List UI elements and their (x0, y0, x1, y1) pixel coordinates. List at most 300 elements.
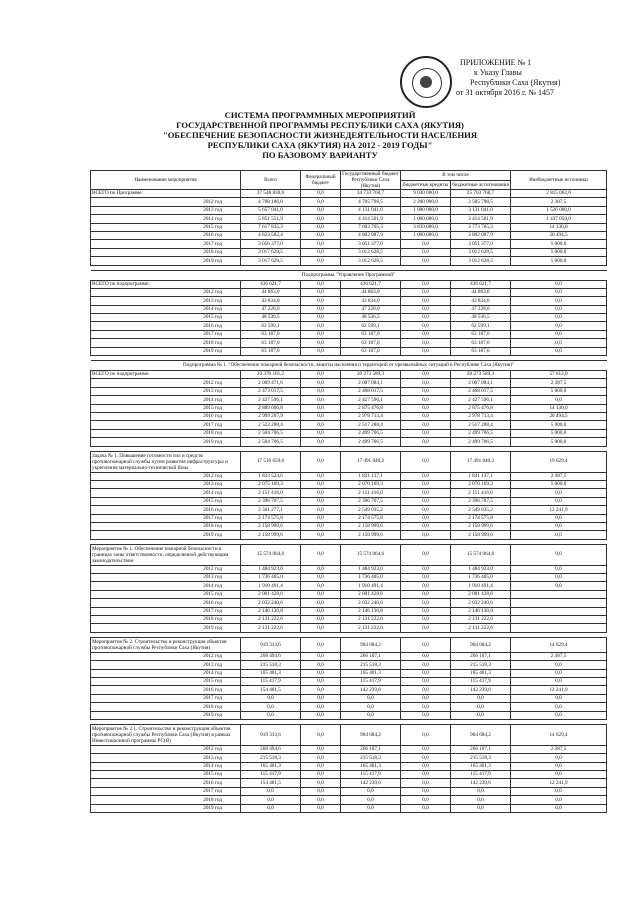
cell-value: 1 437 050,0 (511, 215, 607, 223)
cell-value: 0,0 (301, 787, 341, 795)
total-value: 436 621,7 (241, 280, 301, 288)
cell-value: 3 012 628,5 (341, 248, 401, 256)
cell-value: 2 499 706,5 (451, 438, 511, 446)
cell-value: 44 863,0 (241, 288, 301, 296)
cell-value: 266 107,1 (341, 745, 401, 753)
cell-value: 1 000 000,0 (401, 231, 451, 239)
cell-value: 0,0 (301, 607, 341, 615)
cell-value: 0,0 (511, 339, 607, 347)
cell-value: 0,0 (401, 599, 451, 607)
cell-value: 2 499 706,5 (341, 438, 401, 446)
cell-value: 0,0 (401, 514, 451, 522)
cell-value: 2 131 222,6 (241, 624, 301, 632)
cell-value: 2 001 428,6 (341, 590, 401, 598)
cell-value: 3 012 628,5 (451, 257, 511, 265)
cell-value: 268 494,6 (241, 745, 301, 753)
total-label: ВСЕГО по подпрограмме: (91, 280, 241, 288)
section-title: Подпрограмма № 1. "Обеспечение пожарной безопасности, защиты населения и территорий от чрезвычайных ситуаций в Республике Саха (Якутия)" (91, 361, 607, 371)
cell-value: 2 978 713,4 (341, 412, 401, 420)
total-value: 0,0 (301, 190, 341, 198)
cell-value: 20 494,5 (511, 412, 607, 420)
cell-value: 0,0 (301, 590, 341, 598)
cell-value: 215 518,3 (241, 754, 301, 762)
table-row (91, 616, 607, 624)
cell-value: 2 158 999,6 (341, 531, 401, 539)
cell-value: 0,0 (301, 745, 341, 753)
header-total: Всего (241, 171, 301, 190)
cell-value: 0,0 (401, 796, 451, 804)
cell-value: 0,0 (511, 771, 607, 779)
cell-value: 0,0 (401, 379, 451, 387)
cell-value: 0,0 (511, 694, 607, 702)
cell-value: 0,0 (401, 248, 451, 256)
cell-value: 0,0 (401, 305, 451, 313)
cell-value: 0,0 (511, 574, 607, 582)
cell-value: 44 863,0 (341, 288, 401, 296)
total-value: 0,0 (401, 451, 451, 472)
cell-value: 0,0 (241, 804, 301, 812)
cell-value: 4 131 041,0 (341, 206, 401, 214)
cell-value: 0,0 (341, 694, 401, 702)
total-value: 0,0 (301, 544, 341, 565)
cell-value: 2 146 130,8 (341, 607, 401, 615)
appendix-title: ПРИЛОЖЕНИЕ № 1 (460, 58, 532, 67)
cell-value: 0,0 (511, 582, 607, 590)
total-value: 0,0 (301, 451, 341, 472)
header-own: бюджетные ассигнования (452, 181, 509, 188)
table-row (91, 240, 607, 248)
cell-value: 0,0 (401, 404, 451, 412)
cell-value: 0,0 (511, 804, 607, 812)
cell-value: 0,0 (401, 429, 451, 437)
cell-value: 2 131 222,6 (451, 624, 511, 632)
cell-value: 44 863,0 (451, 288, 511, 296)
total-label: ВСЕГО по подпрограмме: (91, 371, 241, 379)
cell-value: 2 522 288,4 (241, 421, 301, 429)
cell-value: 0,0 (301, 330, 341, 338)
year-label: 2017 год (91, 694, 241, 702)
cell-value: 0,0 (301, 754, 341, 762)
cell-value: 0,0 (511, 677, 607, 685)
total-row (91, 280, 607, 288)
cell-value: 3 773 705,3 (451, 223, 511, 231)
table-row (91, 582, 607, 590)
total-label: ВСЕГО по Программе: (91, 190, 241, 198)
cell-value: 0,0 (401, 438, 451, 446)
cell-value: 0,0 (511, 531, 607, 539)
total-row (91, 371, 607, 379)
cell-value: 2 070 169,3 (341, 480, 401, 488)
cell-value: 0,0 (401, 506, 451, 514)
cell-value: 63 187,0 (451, 347, 511, 355)
cell-value: 12 241,9 (511, 686, 607, 694)
cell-value: 0,0 (301, 248, 341, 256)
cell-value: 2 875 476,8 (451, 404, 511, 412)
cell-value: 2 009 471,6 (241, 379, 301, 387)
total-row (91, 190, 607, 198)
cell-value: 0,0 (301, 198, 341, 206)
cell-value: 165 401,3 (241, 762, 301, 770)
cell-value: 1 831 137,1 (341, 472, 401, 480)
total-value: 436 621,7 (341, 280, 401, 288)
table-row (91, 771, 607, 779)
table-row (91, 607, 607, 615)
year-label: 2016 год (91, 231, 241, 239)
cell-value: 47 228,0 (341, 305, 401, 313)
table-row (91, 745, 607, 753)
year-label: 2018 год (91, 796, 241, 804)
cell-value: 48 536,5 (341, 314, 401, 322)
header-credits: бюджетные кредиты (401, 180, 451, 190)
year-label: 2018 год (91, 248, 241, 256)
year-label: 2019 год (91, 257, 241, 265)
total-value: 0,0 (401, 724, 451, 745)
cell-value: 0,0 (401, 661, 451, 669)
title-line: СИСТЕМА ПРОГРАММНЫХ МЕРОПРИЯТИЙ (224, 110, 416, 120)
cell-value: 63 187,0 (341, 347, 401, 355)
cell-value: 2 070 169,3 (451, 480, 511, 488)
table-row (91, 574, 607, 582)
cell-value: 0,0 (301, 223, 341, 231)
cell-value: 2 151 416,0 (241, 489, 301, 497)
total-value: 9 030 000,0 (401, 190, 451, 198)
cell-value: 0,0 (401, 590, 451, 598)
cell-value: 0,0 (511, 288, 607, 296)
cell-value: 0,0 (301, 522, 341, 530)
cell-value: 5 000,0 (511, 421, 607, 429)
cell-value: 0,0 (341, 787, 401, 795)
table-row (91, 288, 607, 296)
cell-value: 2 387,5 (511, 472, 607, 480)
cell-value: 3 017 628,5 (241, 248, 301, 256)
cell-value: 0,0 (511, 347, 607, 355)
table-row (91, 347, 607, 355)
cell-value: 5 851 551,9 (241, 215, 301, 223)
cell-value: 63 187,0 (241, 347, 301, 355)
cell-value: 5 657 041,0 (241, 206, 301, 214)
header-name: Наименование мероприятия (91, 171, 241, 190)
document-title (110, 110, 530, 160)
table-row (91, 257, 607, 265)
cell-value: 12 241,9 (511, 779, 607, 787)
cell-value: 62 599,1 (241, 322, 301, 330)
cell-value: 0,0 (301, 677, 341, 685)
cell-value: 0,0 (511, 322, 607, 330)
cell-value: 62 599,1 (451, 322, 511, 330)
cell-value: 5 000,0 (511, 480, 607, 488)
cell-value: 0,0 (301, 771, 341, 779)
year-label: 2017 год (91, 421, 241, 429)
year-label: 2012 год (91, 379, 241, 387)
cell-value: 4 705 798,5 (341, 198, 401, 206)
cell-value: 2 499 706,5 (341, 429, 401, 437)
cell-value: 0,0 (301, 796, 341, 804)
year-label: 2015 год (91, 404, 241, 412)
cell-value (511, 590, 607, 598)
cell-value: 4 708 186,0 (241, 198, 301, 206)
year-label: 2013 год (91, 661, 241, 669)
cell-value: 142 239,6 (341, 779, 401, 787)
year-label: 2014 год (91, 762, 241, 770)
cell-value: 63 187,0 (341, 330, 401, 338)
year-label: 2015 год (91, 771, 241, 779)
total-value: 20 273 589,3 (451, 371, 511, 379)
cell-value: 2 151 416,0 (341, 489, 401, 497)
total-value: 20 370 101,2 (241, 371, 301, 379)
cell-value: 0,0 (301, 472, 341, 480)
cell-value: 2 151 416,0 (451, 489, 511, 497)
cell-value: 3 830 000,0 (401, 223, 451, 231)
total-value: 17 510 659,6 (241, 451, 301, 472)
cell-value: 165 401,3 (341, 762, 401, 770)
cell-value: 0,0 (401, 347, 451, 355)
task-label: Мероприятие № 1. Обеспечение пожарной безопасности в границах зоны ответственности, определенной действующим законодательством (91, 544, 241, 565)
cell-value: 3 012 628,5 (341, 257, 401, 265)
table-row (91, 480, 607, 488)
cell-value: 0,0 (401, 711, 451, 719)
year-label: 2014 год (91, 396, 241, 404)
cell-value: 2 875 476,8 (341, 404, 401, 412)
cell-value: 0,0 (451, 694, 511, 702)
cell-value: 0,0 (301, 694, 341, 702)
cell-value: 2 158 999,6 (241, 522, 301, 530)
table-row (91, 754, 607, 762)
cell-value: 0,0 (401, 771, 451, 779)
total-value: 19 629,4 (511, 451, 607, 472)
total-value: 436 621,7 (451, 280, 511, 288)
cell-value: 0,0 (301, 565, 341, 573)
cell-value: 266 107,1 (451, 652, 511, 660)
cell-value: 2 131 222,6 (241, 616, 301, 624)
cell-value: 2 396 707,5 (241, 497, 301, 505)
cell-value: 0,0 (511, 330, 607, 338)
cell-value: 0,0 (401, 565, 451, 573)
table-row (91, 231, 607, 239)
cell-value: 0,0 (301, 288, 341, 296)
table-row (91, 489, 607, 497)
cell-value: 165 401,3 (241, 669, 301, 677)
year-label: 2019 год (91, 347, 241, 355)
year-label: 2014 год (91, 669, 241, 677)
table-row (91, 206, 607, 214)
title-line: ПО БАЗОВОМУ ВАРИАНТУ (262, 150, 378, 160)
table-row (91, 677, 607, 685)
table-row (91, 522, 607, 530)
cell-value: 0,0 (301, 582, 341, 590)
cell-value: 0,0 (401, 669, 451, 677)
cell-value: 0,0 (401, 314, 451, 322)
cell-value: 0,0 (401, 480, 451, 488)
year-label: 2015 год (91, 314, 241, 322)
cell-value: 0,0 (301, 669, 341, 677)
table-row (91, 796, 607, 804)
year-label: 2017 год (91, 240, 241, 248)
table-row (91, 624, 607, 632)
year-label: 2015 год (91, 590, 241, 598)
cell-value: 3 131 041,0 (451, 206, 511, 214)
total-value: 0,0 (401, 280, 451, 288)
cell-value: 165 401,3 (341, 669, 401, 677)
year-label: 2012 год (91, 565, 241, 573)
cell-value: 1 736 405,0 (241, 574, 301, 582)
cell-value: 2 499 706,5 (451, 429, 511, 437)
table-row (91, 412, 607, 420)
cell-value: 0,0 (511, 305, 607, 313)
header-state: Государственный бюджет Республики Саха (Якутия) (342, 171, 399, 189)
cell-value: 266 107,1 (451, 745, 511, 753)
cell-value: 2 131 222,6 (341, 624, 401, 632)
cell-value: 0,0 (401, 421, 451, 429)
cell-value: 0,0 (511, 297, 607, 305)
cell-value: 0,0 (301, 497, 341, 505)
table-row (91, 330, 607, 338)
total-value: 34 733 768,7 (341, 190, 401, 198)
cell-value: 0,0 (341, 804, 401, 812)
cell-value: 2 396 707,5 (341, 497, 401, 505)
section-title: Подпрограмма "Управление Программой" (91, 270, 607, 280)
cell-value: 0,0 (401, 297, 451, 305)
cell-value: 0,0 (401, 582, 451, 590)
cell-value: 14 130,0 (511, 223, 607, 231)
cell-value: 1 000 000,0 (401, 206, 451, 214)
cell-value: 2 396 707,5 (451, 497, 511, 505)
cell-value: 4 414 501,9 (341, 215, 401, 223)
total-row (91, 451, 607, 472)
total-value: 15 574 064,6 (341, 544, 401, 565)
appendix-decree: к Указу Главы (474, 68, 522, 77)
year-label: 2017 год (91, 787, 241, 795)
cell-value: 0,0 (401, 607, 451, 615)
cell-value: 0,0 (241, 711, 301, 719)
total-value: 919 313,6 (241, 637, 301, 652)
cell-value: 1 910 491,4 (241, 582, 301, 590)
year-label: 2012 год (91, 652, 241, 660)
cell-value: 2 001 428,6 (241, 590, 301, 598)
total-value: 37 548 830,6 (241, 190, 301, 198)
table-row (91, 396, 607, 404)
cell-value: 2 427 596,1 (341, 396, 401, 404)
cell-value: 2 387,5 (511, 198, 607, 206)
cell-value: 0,0 (301, 711, 341, 719)
cell-value: 0,0 (511, 762, 607, 770)
year-label: 2019 год (91, 804, 241, 812)
header-extra: Внебюджетные источники (511, 171, 607, 190)
table-row (91, 787, 607, 795)
cell-value: 0,0 (401, 754, 451, 762)
year-label: 2016 год (91, 506, 241, 514)
cell-value: 0,0 (511, 514, 607, 522)
cell-value: 0,0 (401, 531, 451, 539)
cell-value: 0,0 (301, 396, 341, 404)
cell-value: 5 000,0 (511, 240, 607, 248)
year-label: 2012 год (91, 472, 241, 480)
cell-value: 2 387,5 (511, 652, 607, 660)
cell-value: 1 833 524,6 (241, 472, 301, 480)
cell-value: 2 427 596,1 (451, 396, 511, 404)
year-label: 2019 год (91, 438, 241, 446)
cell-value: 0,0 (301, 703, 341, 711)
table-row (91, 339, 607, 347)
total-value: 14 629,4 (511, 637, 607, 652)
cell-value: 0,0 (401, 624, 451, 632)
cell-value: 2 174 575,8 (241, 514, 301, 522)
year-label: 2016 год (91, 322, 241, 330)
cell-value: 0,0 (241, 703, 301, 711)
title-line: "ОБЕСПЕЧЕНИЕ БЕЗОПАСНОСТИ ЖИЗНЕДЕЯТЕЛЬНОСТИ НАСЕЛЕНИЯ (162, 130, 478, 140)
cell-value: 0,0 (301, 206, 341, 214)
table-row (91, 421, 607, 429)
cell-value: 2 549 035,2 (341, 506, 401, 514)
table-row (91, 599, 607, 607)
table-row (91, 686, 607, 694)
cell-value: 2 549 035,2 (451, 506, 511, 514)
cell-value: 0,0 (401, 762, 451, 770)
official-seal (400, 56, 452, 108)
cell-value: 7 617 835,3 (241, 223, 301, 231)
table-row (91, 297, 607, 305)
cell-value: 0,0 (341, 711, 401, 719)
year-label: 2013 год (91, 206, 241, 214)
cell-value: 5 000,0 (511, 429, 607, 437)
table-row (91, 804, 607, 812)
year-label: 2016 год (91, 779, 241, 787)
cell-value: 2 427 596,1 (241, 396, 301, 404)
year-label: 2013 год (91, 574, 241, 582)
table-row (91, 379, 607, 387)
cell-value: 0,0 (301, 762, 341, 770)
year-label: 2013 год (91, 297, 241, 305)
table-row (91, 661, 607, 669)
table-row (91, 429, 607, 437)
table-row (91, 565, 607, 573)
cell-value: 0,0 (511, 565, 607, 573)
cell-value: 2 158 999,6 (451, 522, 511, 530)
cell-value: 268 494,6 (241, 652, 301, 660)
table-body (91, 190, 607, 813)
cell-value: 0,0 (451, 796, 511, 804)
cell-value: 0,0 (301, 404, 341, 412)
total-row (91, 724, 607, 745)
cell-value: 165 401,3 (451, 669, 511, 677)
table-row (91, 762, 607, 770)
cell-value: 0,0 (401, 396, 451, 404)
cell-value: 0,0 (301, 322, 341, 330)
year-label: 2016 год (91, 686, 241, 694)
cell-value: 2 999 207,9 (241, 412, 301, 420)
cell-value: 0,0 (301, 421, 341, 429)
year-label: 2012 год (91, 745, 241, 753)
cell-value: 266 107,1 (341, 652, 401, 660)
year-label: 2018 год (91, 429, 241, 437)
section-row (91, 361, 607, 371)
cell-value: 63 187,0 (241, 330, 301, 338)
table-row (91, 314, 607, 322)
total-value: 2 815 062,0 (511, 190, 607, 198)
cell-value: 0,0 (241, 694, 301, 702)
total-value: 904 684,2 (341, 724, 401, 745)
cell-value: 0,0 (401, 804, 451, 812)
cell-value: 2 387,5 (511, 745, 607, 753)
cell-value (511, 624, 607, 632)
cell-value: 0,0 (241, 796, 301, 804)
cell-value: 0,0 (301, 412, 341, 420)
cell-value: 142 239,6 (451, 779, 511, 787)
cell-value: 0,0 (401, 574, 451, 582)
cell-value: 5 000,0 (511, 257, 607, 265)
cell-value: 0,0 (341, 703, 401, 711)
cell-value: 1 484 923,0 (451, 565, 511, 573)
cell-value: 154 481,5 (241, 686, 301, 694)
